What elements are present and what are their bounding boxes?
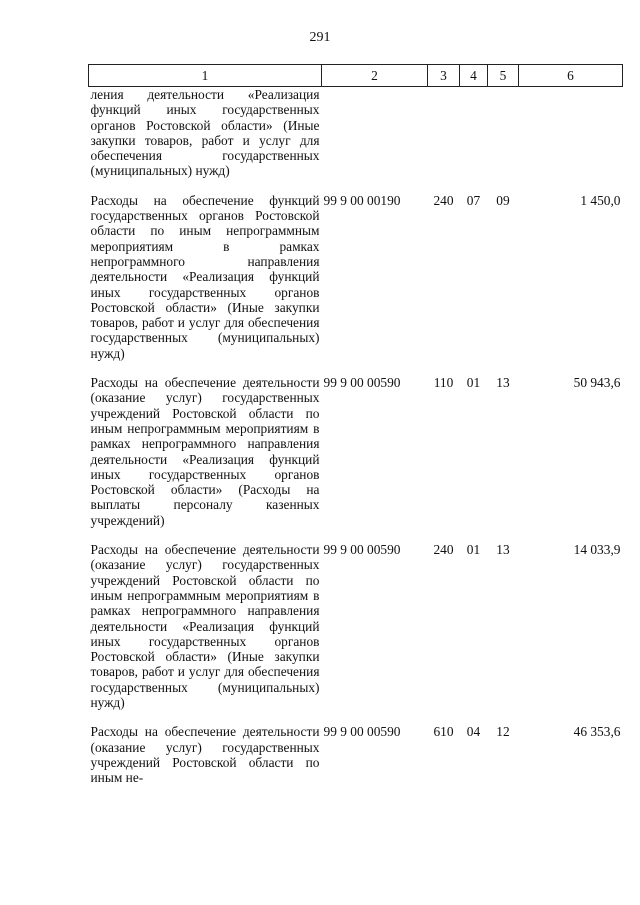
table-row [89,724,623,799]
header-col-3: 3 [428,65,460,87]
row-pr: 09 [496,192,510,208]
row-code: 99 9 00 00590 [323,724,401,740]
row-pr: 13 [496,375,510,391]
row-description: Расходы на обеспечение деятельности (оказание услуг) государственных учреждений Ростовской области по иным непрограммным мероприятиям в рамках непрограммного направления деятельности «Реализация функций иных государственных органов Ростовской области» (Иные закупки товаров, работ и услуг для обеспечения государственных (муниципальных) нужд) [90,542,320,710]
row-code: 99 9 00 00190 [323,192,401,208]
header-col-6: 6 [519,65,623,87]
table-row [89,87,623,193]
row-rz: 01 [466,542,481,558]
row-pr: 13 [496,542,510,558]
page-number: 291 [309,30,331,45]
row-rz: 01 [466,375,481,391]
row-pr [488,87,519,193]
row-amount: 14 033,9 [573,542,621,558]
row-vr: 610 [433,724,454,740]
table-row [89,375,623,542]
row-amount [519,87,623,193]
header-col-2: 2 [322,65,428,87]
row-vr [428,87,460,193]
header-col-5: 5 [488,65,519,87]
row-code: 99 9 00 00590 [323,375,401,391]
row-description: Расходы на обеспечение деятельности (оказание услуг) государственных учреждений Ростовской области по иным непрограммным мероприятиям в рамках непрограммного направления деятельности «Реализация функций иных государственных органов Ростовской области» (Расходы на выплаты персоналу казенных учреждений) [90,375,320,528]
row-rz [460,87,488,193]
row-vr: 110 [433,375,454,391]
row-vr: 240 [433,192,454,208]
row-rz: 04 [466,724,481,740]
header-col-1: 1 [89,65,322,87]
budget-table [88,64,623,799]
header-col-4: 4 [460,65,488,87]
row-amount: 46 353,6 [573,724,621,740]
row-rz: 07 [466,192,481,208]
row-description: ления деятельности «Реализация функций иных государственных органов Ростовской области» (Иные закупки товаров, работ и услуг для обеспечения государственных (муниципальных) нужд) [90,87,320,179]
table-row [89,193,623,375]
row-pr: 12 [496,724,510,740]
row-amount: 50 943,6 [573,375,621,391]
row-description: Расходы на обеспечение функций государственных органов Ростовской области по иным непрограммным мероприятиям в рамках непрограммного направления деятельности «Реализация функций иных государственных органов Ростовской области» (Иные закупки товаров, работ и услуг для обеспечения государственных (муниципальных) нужд) [90,192,320,361]
row-code [322,87,428,193]
table-row [89,542,623,724]
header-row [89,65,623,87]
row-description: Расходы на обеспечение деятельности (оказание услуг) государственных учреждений Ростовской области по иным не- [90,724,320,786]
row-amount: 1 450,0 [580,192,621,208]
row-vr: 240 [433,542,454,558]
row-code: 99 9 00 00590 [323,542,401,558]
